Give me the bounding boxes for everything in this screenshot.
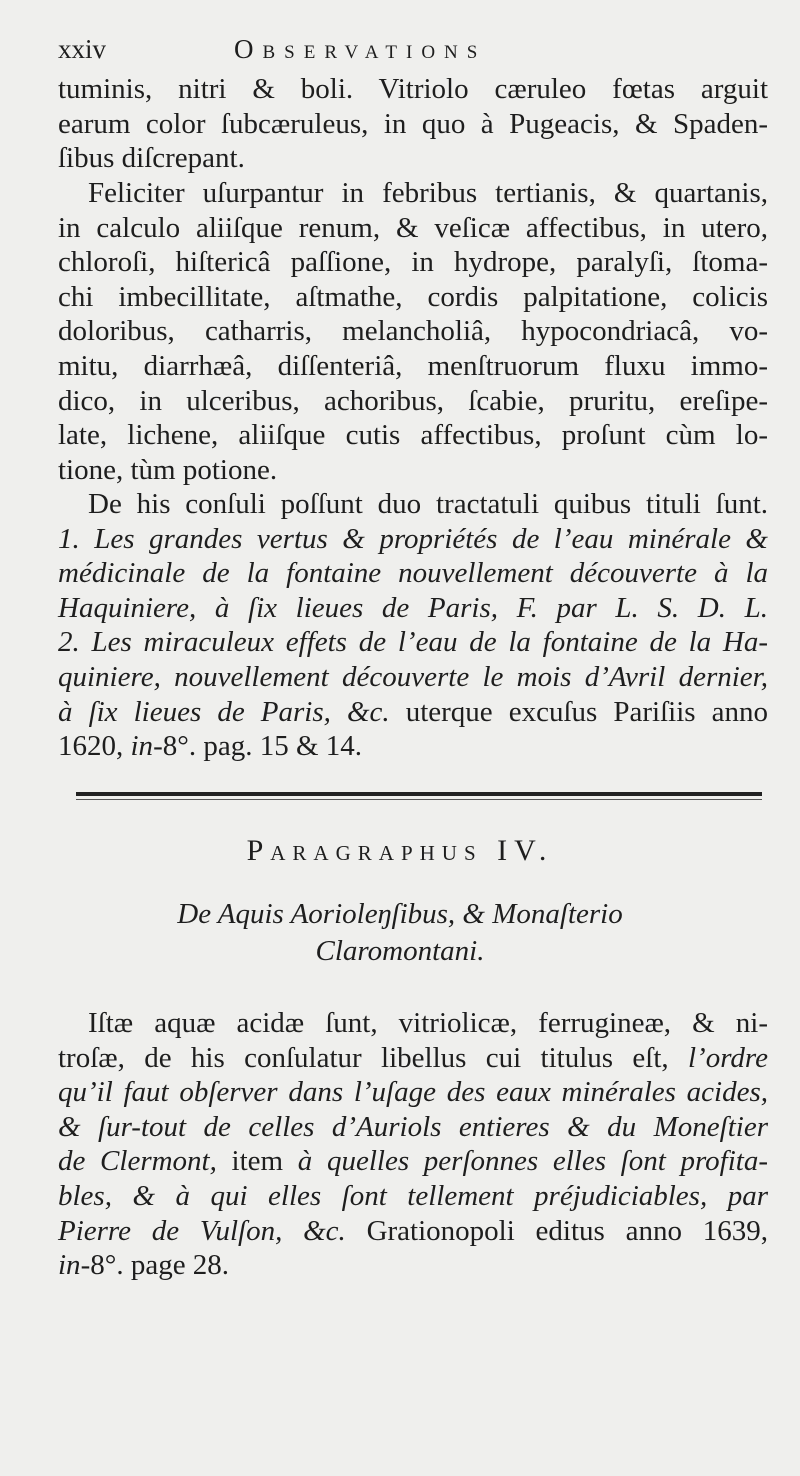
- text-line: chi imbecillitate, aſtmathe, cordis palpitatione, colicis: [58, 280, 768, 313]
- text-line: De his conſuli poſſunt duo tractatuli quibus tituli ſunt.: [88, 488, 768, 520]
- text-line: late, lichene, aliiſque cutis affectibus, proſunt cùm lo-: [58, 419, 768, 452]
- section-subtitle: De Aquis Aorioleŋſibus, & Monaſterio: [177, 898, 623, 930]
- italic-span: de Clermont,: [58, 1145, 217, 1178]
- text-line: quiniere, nouvellement découverte le mois d’Avril dernier,: [58, 660, 768, 693]
- page-header: [58, 34, 758, 74]
- text-line: doloribus, catharris, melancholiâ, hypocondriacâ, vo-: [58, 315, 768, 348]
- text-line: médicinale de la fontaine nouvellement découverte à la: [58, 557, 768, 590]
- text-line: [58, 729, 768, 764]
- text-line: Feliciter uſurpantur in febribus tertianis, & quartanis,: [88, 177, 768, 209]
- roman-span: -8°. page 28.: [80, 1249, 230, 1282]
- text-line: ſibus diſcrepant.: [58, 142, 245, 175]
- text-line: [58, 1214, 768, 1249]
- italic-span: l’ordre: [687, 1041, 768, 1074]
- running-title: Observations: [234, 34, 487, 64]
- text-line: [58, 1248, 768, 1283]
- text-line: [58, 1041, 768, 1076]
- text-line: 1. Les grandes vertus & propriétés de l’eau minérale &: [58, 522, 768, 555]
- text-line: in calculo aliiſque renum, & veſicæ affectibus, in utero,: [58, 211, 768, 244]
- text-line: 2. Les miraculeux effets de l’eau de la fontaine de la Ha-: [58, 626, 768, 659]
- roman-span: item: [216, 1145, 298, 1178]
- italic-span: Pierre de Vulſon, &c.: [58, 1214, 346, 1247]
- roman-span: -8°. pag. 15 & 14.: [153, 730, 362, 763]
- roman-span: troſæ, de his conſulatur libellus cui titulus eſt,: [58, 1041, 688, 1074]
- paragraph-references: [58, 487, 768, 764]
- text-line: bles, & à qui elles ſont tellement préjudiciables, par: [58, 1179, 768, 1212]
- text-line: Haquiniere, à ſix lieues de Paris, F. par L. S. D. L.: [58, 591, 768, 624]
- text-line: [58, 695, 768, 730]
- roman-span: uterque excuſus Pariſiis anno: [389, 695, 768, 728]
- roman-span: 1620,: [58, 730, 131, 763]
- text-line: chloroſi, hiſtericâ paſſione, in hydrope, paralyſi, ſtoma-: [58, 246, 768, 279]
- italic-span: in: [58, 1249, 81, 1282]
- text-line: [58, 1144, 768, 1179]
- section-subtitle: Claromontani.: [315, 935, 485, 967]
- text-line: dico, in ulceribus, achoribus, ſcabie, pruritu, ereſipe-: [58, 384, 768, 417]
- italic-span: in: [130, 730, 154, 763]
- paragraph-aurioles: [58, 1006, 768, 1283]
- section-heading: Paragraphus IV.: [246, 834, 554, 867]
- page-number: xxiv: [58, 34, 107, 64]
- section-rule-thick: [76, 792, 762, 796]
- text-line: tuminis, nitri & boli. Vitriolo cæruleo fœtas arguit: [58, 73, 768, 105]
- roman-span: Grationopoli editus anno 1639,: [345, 1214, 768, 1247]
- continued-paragraph: [58, 72, 768, 176]
- italic-span: à quelles perſonnes elles ſont profita-: [297, 1145, 768, 1178]
- text-line: earum color ſubcæruleus, in quo à Pugeacis, & Spaden-: [58, 107, 768, 140]
- italic-span: à ſix lieues de Paris, &c.: [58, 695, 390, 728]
- text-line: qu’il faut obſerver dans l’uſage des eaux minérales acides,: [58, 1076, 768, 1109]
- text-line: mitu, diarrhæâ, diſſenteriâ, menſtruorum fluxu immo-: [58, 349, 768, 382]
- text-line: & ſur-tout de celles d’Auriols entieres & du Moneſtier: [58, 1110, 768, 1143]
- text-line: tione, tùm potione.: [58, 453, 278, 486]
- text-line: Iſtæ aquæ acidæ ſunt, vitriolicæ, ferrugineæ, & ni-: [88, 1007, 768, 1039]
- section-rule-thin: [76, 799, 762, 800]
- paragraph-uses: [58, 176, 768, 487]
